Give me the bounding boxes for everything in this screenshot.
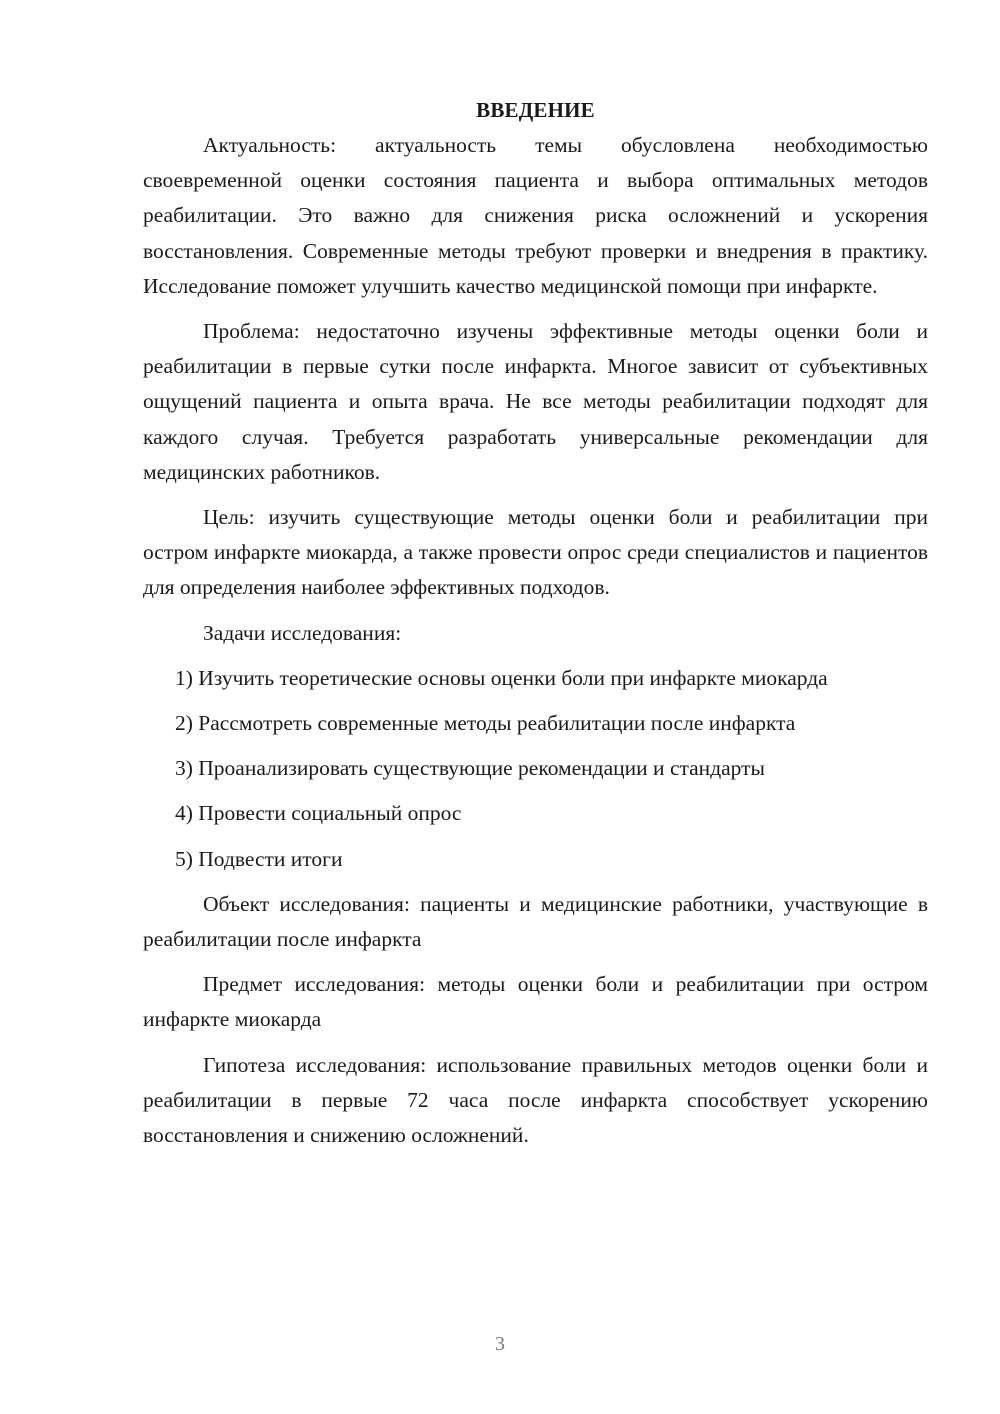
paragraph-hypothesis: Гипотеза исследования: использование правильных методов оценки боли и реабилитации в первые 72 часа после инфаркта способствует ускорению восстановления и снижению осложнений. — [143, 1052, 928, 1148]
paragraph-actuality: Актуальность: актуальность темы обусловлена необходимостью своевременной оценки состояния пациента и выбора оптимальных методов реабилитации. Это важно для снижения риска осложнений и ускорения восстановления. Современные методы требуют проверки и внедрения в практику. Исследование поможет улучшить качество медицинской помощи при инфаркте. — [143, 133, 928, 298]
section-title: ВВЕДЕНИЕ — [476, 98, 595, 122]
paragraph-goal: Цель: изучить существующие методы оценки боли и реабилитации при остром инфаркте миокарда, а также провести опрос среди специалистов и пациентов для определения наиболее эффективных подходов. — [143, 505, 928, 600]
task-item-2: 2) Рассмотреть современные методы реабилитации после инфаркта — [175, 711, 796, 736]
task-item-3: 3) Проанализировать существующие рекомендации и стандарты — [175, 756, 765, 781]
paragraph-object: Объект исследования: пациенты и медицинские работники, участвующие в реабилитации после инфаркта — [143, 891, 928, 952]
page-content — [143, 93, 928, 1153]
paragraph-subject: Предмет исследования: методы оценки боли и реабилитации при остром инфаркте миокарда — [143, 972, 928, 1032]
task-item-5: 5) Подвести итоги — [175, 846, 343, 871]
task-item-1: 1) Изучить теоретические основы оценки боли при инфаркте миокарда — [175, 665, 828, 690]
tasks-heading: Задачи исследования: — [203, 620, 402, 645]
page-number: 3 — [495, 1333, 505, 1355]
paragraph-problem: Проблема: недостаточно изучены эффективные методы оценки боли и реабилитации в первые сутки после инфаркта. Многое зависит от субъективных ощущений пациента и опыта врача. Не все методы реабилитации подходят для каждого случая. Требуется разработать универсальные рекомендации для медицинских работников. — [143, 319, 928, 484]
task-item-4: 4) Провести социальный опрос — [175, 801, 462, 826]
